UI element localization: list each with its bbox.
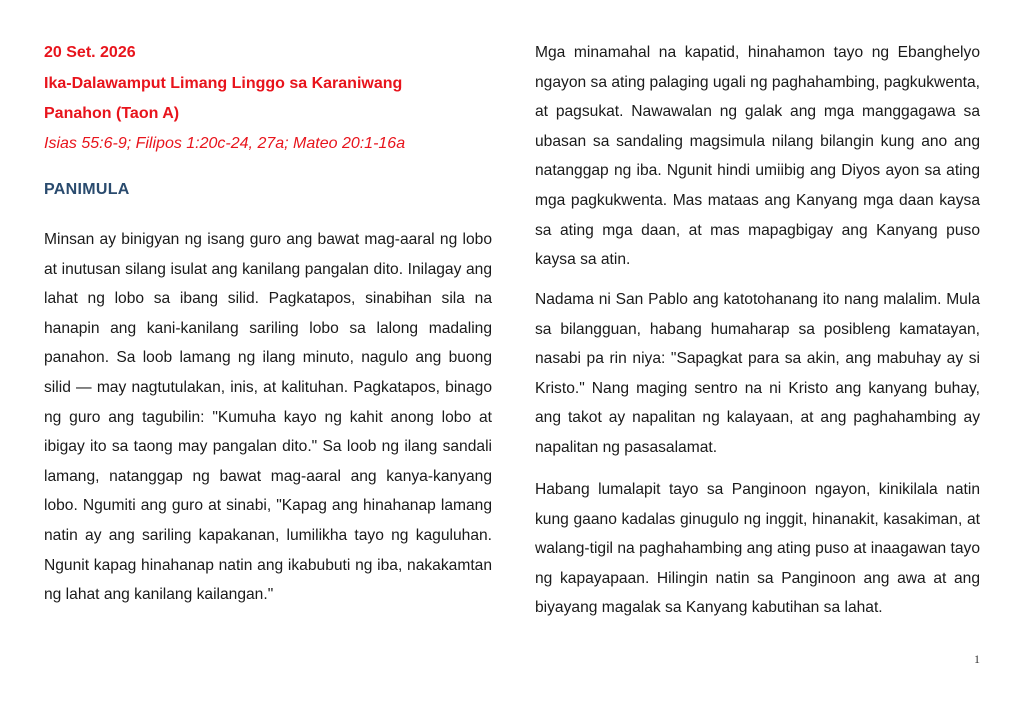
liturgy-title-line-1: Ika-Dalawamput Limang Linggo sa Karaniwang [44,75,403,92]
right-paragraph-3: Habang lumalapit tayo sa Panginoon ngayon, kinikilala natin kung gaano kadalas ginugulo ng inggit, hinanakit, kasakiman, at walang-tigil na paghahambing ang ating puso at inaagawan tayo ng kapayapaan. Hilingin natin sa Panginoon ang awa at ang biyayang magalak sa Kanyang kabutihan sa lahat. [535,481,980,617]
right-paragraph-2: Nadama ni San Pablo ang katotohanang ito nang malalim. Mula sa bilangguan, habang humaharap sa posibleng kamatayan, nasabi pa rin niya: "Sapagkat para sa akin, ang mabuhay ay si Kristo." Nang maging sentro na ni Kristo ang kanyang buhay, ang takot ay napalitan ng kalayaan, at ang paghahambing ay napalitan ng pasasalamat. [535,291,980,456]
section-title: PANIMULA [44,181,130,198]
scripture-readings: Isias 55:6-9; Filipos 1:20c-24, 27a; Mateo 20:1-16a [44,135,406,152]
page-number: 1 [974,652,980,666]
liturgy-title-line-2: Panahon (Taon A) [44,105,180,122]
liturgy-date: 20 Set. 2026 [44,44,136,61]
left-paragraph: Minsan ay binigyan ng isang guro ang bawat mag-aaral ng lobo at inutusan silang isulat ang kanilang pangalan dito. Inilagay ang lahat ng lobo sa ibang silid. Pagkatapos, sinabihan sila na hanapin ang kani-kanilang sariling lobo sa lalong madaling panahon. Sa loob lamang ng ilang minuto, nagulo ang buong silid — may nagtutulakan, inis, at kalituhan. Pagkatapos, binago ng guro ang tagubilin: "Kumuha kayo ng kahit anong lobo at ibigay ito sa taong may pangalan dito." Sa loob ng ilang sandali lamang, natanggap ng bawat mag-aaral ang kanya-kanyang lobo. Ngumiti ang guro at sinabi, "Kapag ang hinahanap lamang natin ay ang sariling kapakanan, lumilikha tayo ng kaguluhan. Ngunit kapag hinahanap natin ang ikabubuti ng iba, nakakamtan ng lahat ang kanilang kailangan." [44,231,492,604]
right-paragraph-1: Mga minamahal na kapatid, hinahamon tayo ng Ebanghelyo ngayon sa ating palaging ugali ng paghahambing, pagkukwenta, at pagsukat. Nawawalan ng galak ang mga manggagawa sa ubasan sa sandaling magsimula nilang bilangin kung ano ang natanggap ng iba. Ngunit hindi umiibig ang Diyos ayon sa ating mga pagkukwenta. Mas mataas ang Kanyang mga daan kaysa sa ating mga daan, at mas mapagbigay ang Kanyang puso kaysa sa atin. [535,44,980,269]
